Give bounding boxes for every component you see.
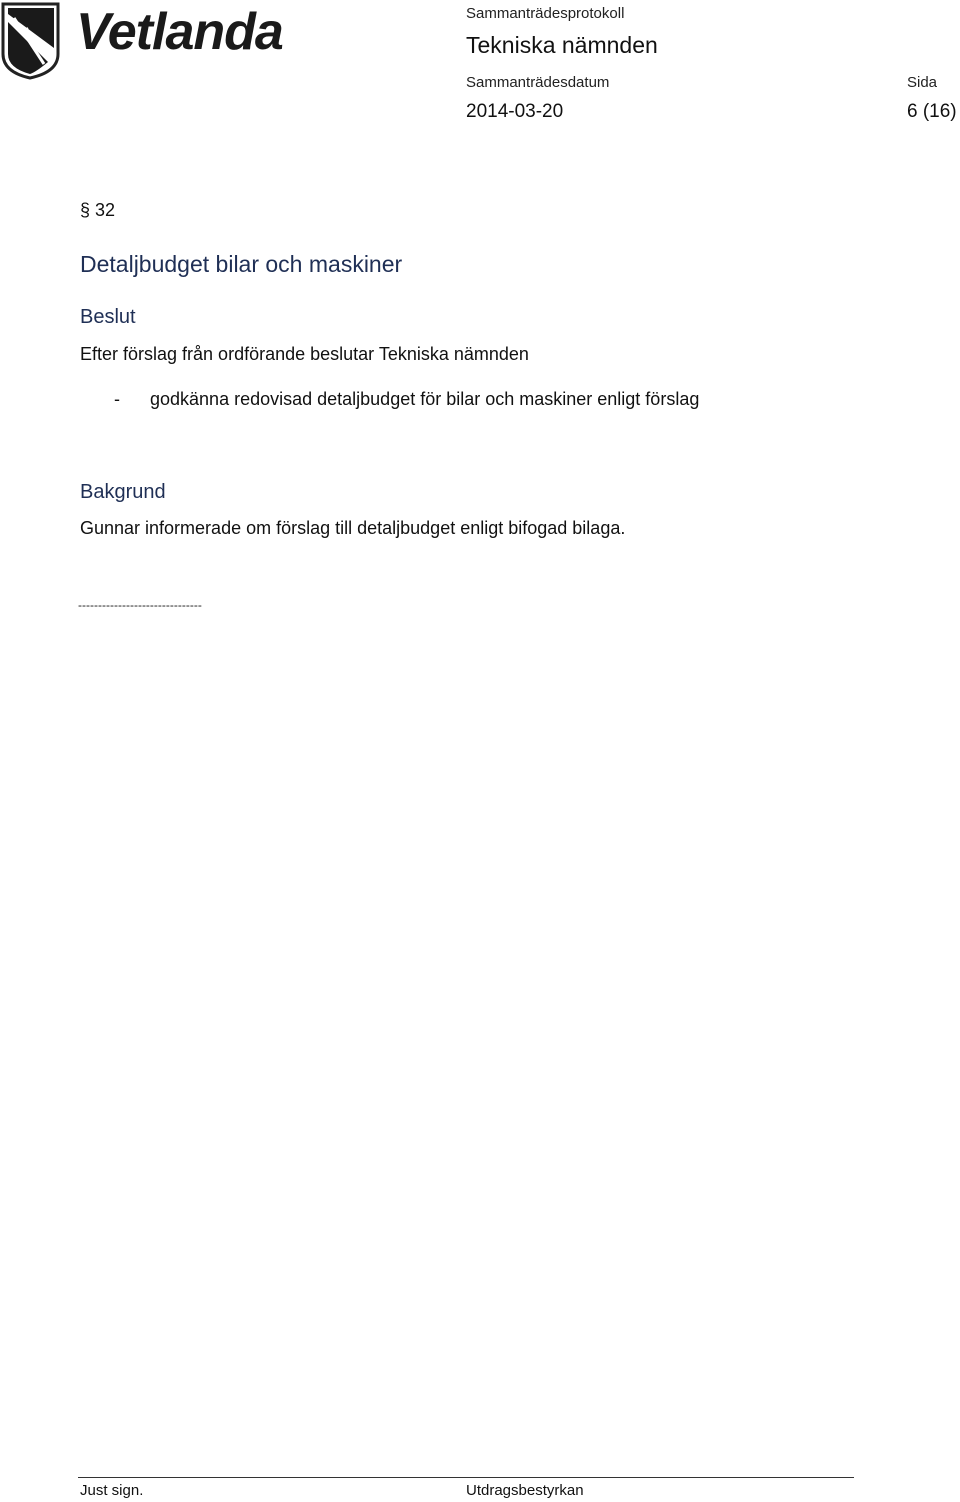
date-label: Sammanträdesdatum — [466, 74, 610, 91]
logo-wordmark: Vetlanda — [76, 3, 283, 61]
meeting-date: 2014-03-20 — [466, 101, 564, 122]
footer-utdragsbestyrkan: Utdragsbestyrkan — [466, 1482, 584, 1499]
beslut-item: godkänna redovisad detaljbudget för bilar och maskiner enligt förslag — [150, 389, 700, 409]
beslut-heading: Beslut — [80, 306, 136, 328]
page-number: 6 (16) — [907, 101, 957, 122]
bakgrund-heading: Bakgrund — [80, 481, 166, 503]
committee-name: Tekniska nämnden — [466, 32, 658, 58]
paragraph-number: § 32 — [80, 200, 116, 220]
vetlanda-logo-shield — [0, 2, 62, 80]
bakgrund-text: Gunnar informerade om förslag till detaljbudget enligt bifogad bilaga. — [80, 518, 626, 538]
section-title: Detaljbudget bilar och maskiner — [80, 251, 403, 277]
doc-type: Sammanträdesprotokoll — [466, 5, 625, 22]
list-marker: - — [114, 389, 120, 409]
section-separator: ------------------------------- — [78, 598, 202, 612]
page-label: Sida — [907, 74, 938, 91]
footer-just-sign: Just sign. — [80, 1482, 144, 1499]
footer-divider — [78, 1477, 854, 1478]
beslut-intro: Efter förslag från ordförande beslutar Tekniska nämnden — [80, 344, 529, 364]
